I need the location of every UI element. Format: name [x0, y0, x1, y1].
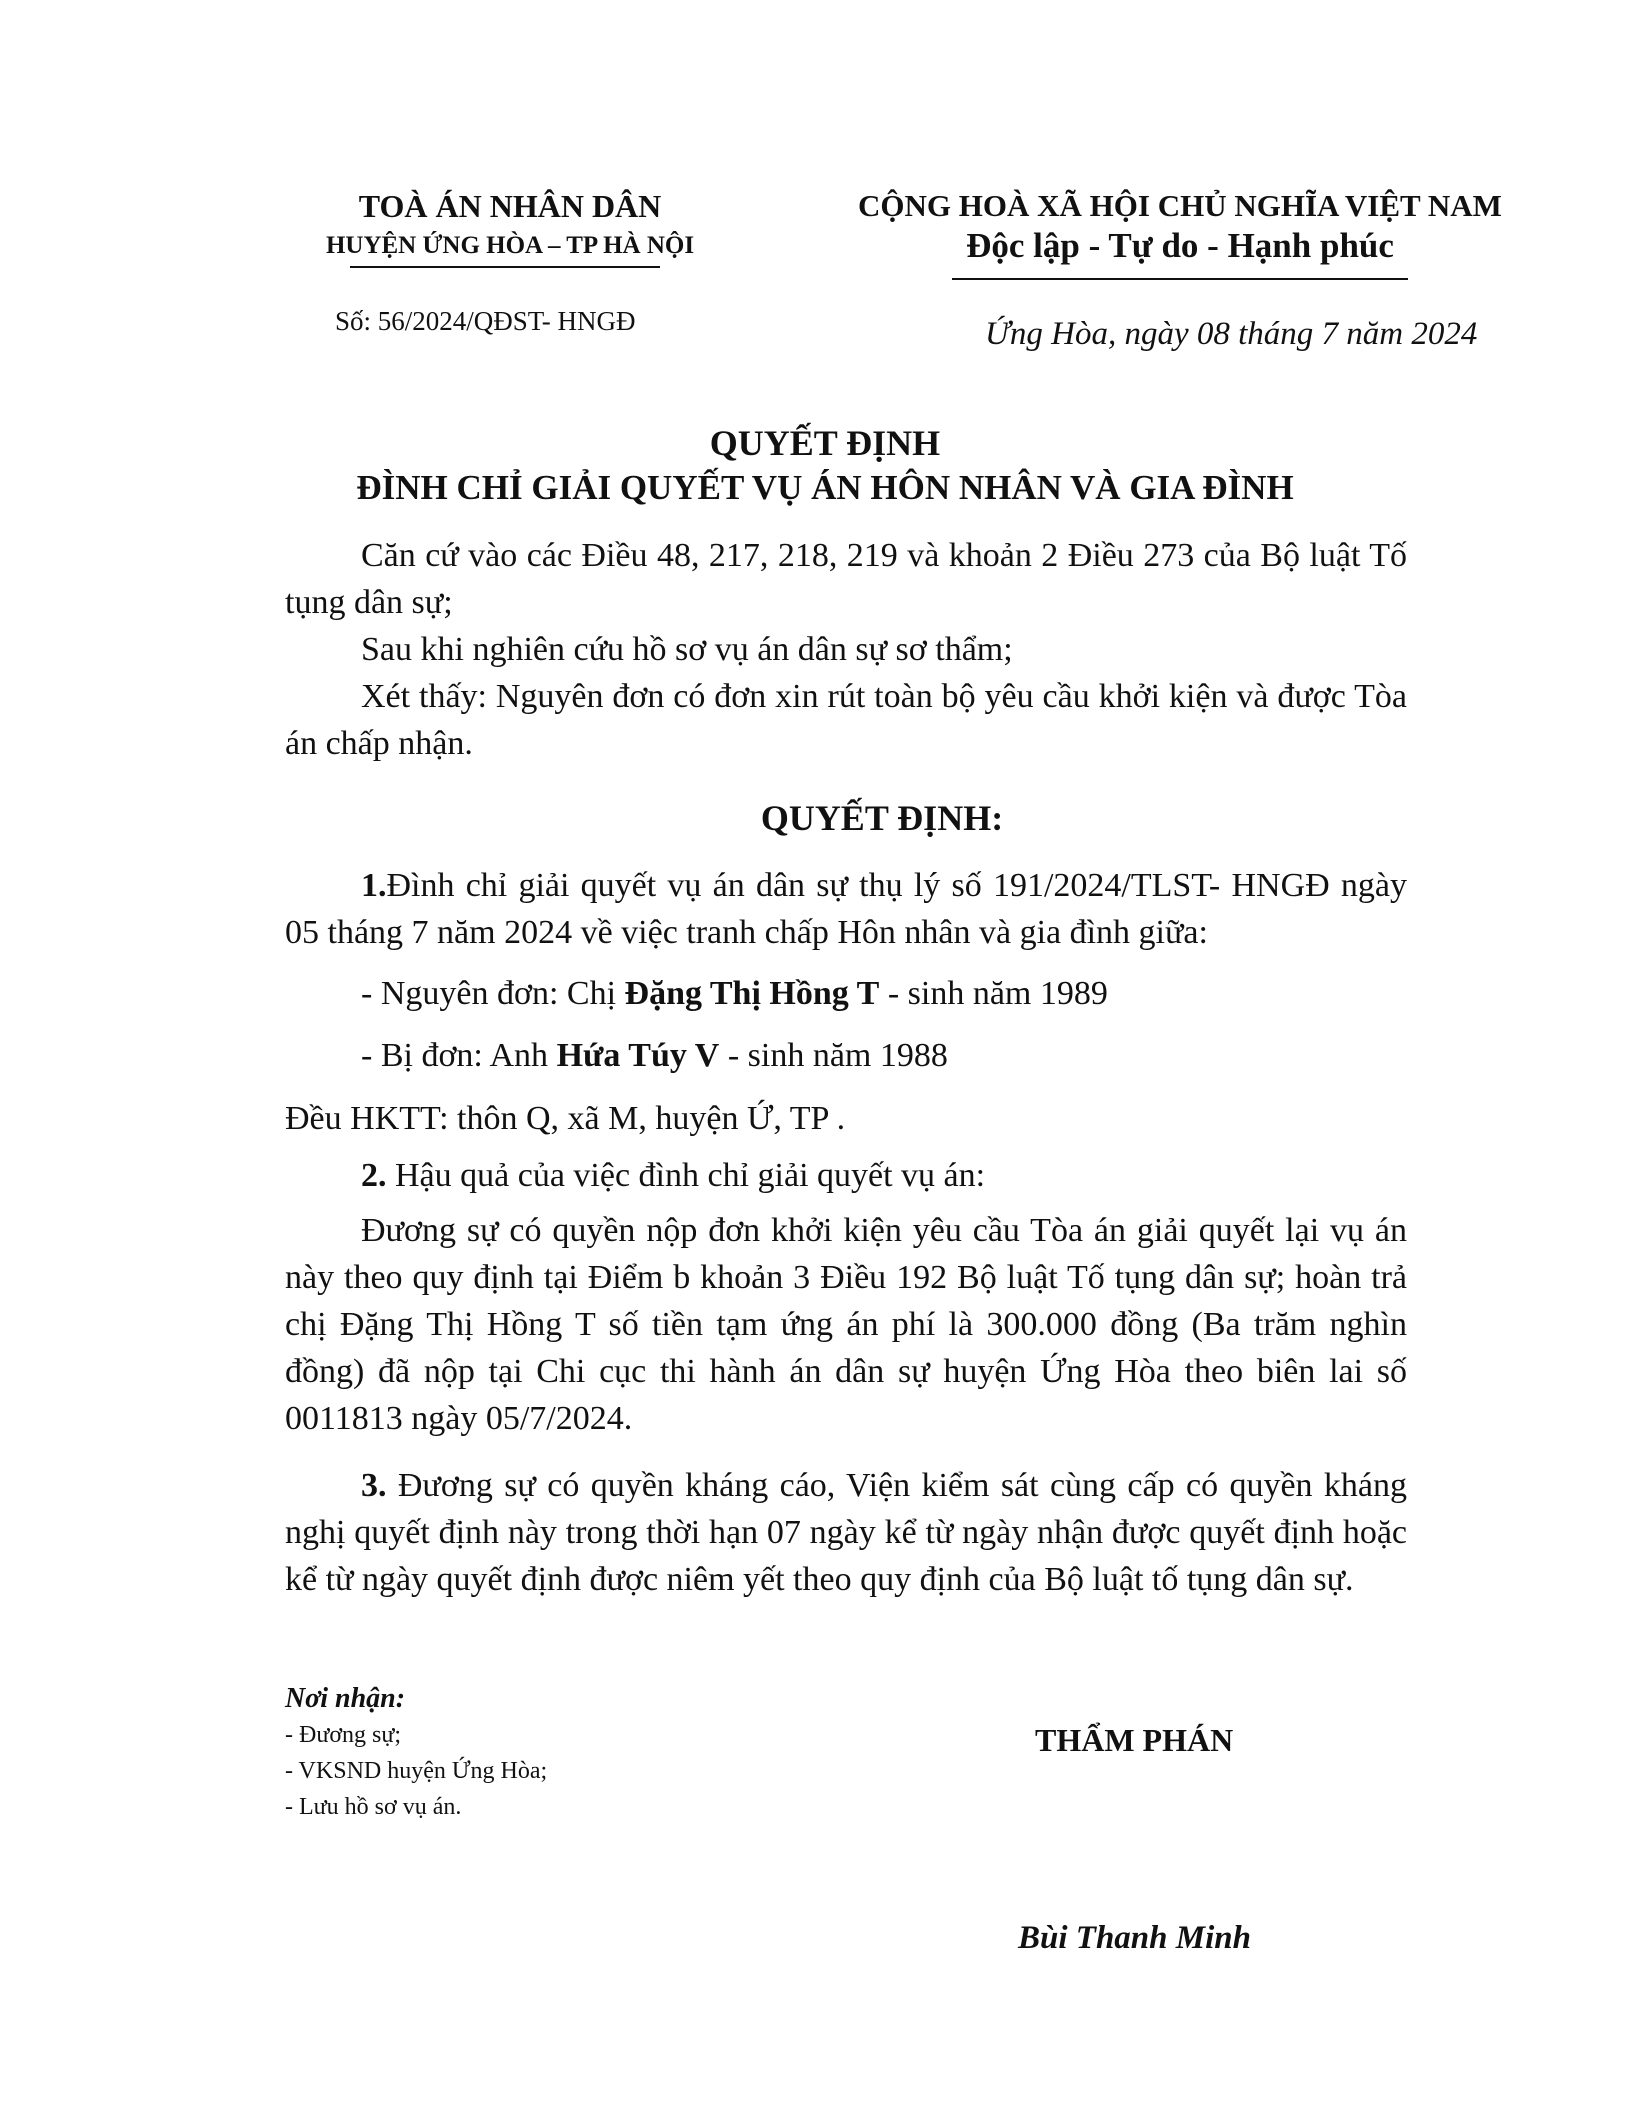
consequence-paragraph: Đương sự có quyền nộp đơn khởi kiện yêu cầu Tòa án giải quyết lại vụ án này theo quy định tại Điểm b khoản 3 Điều 192 Bộ luật Tố tụng dân sự; hoàn trả chị Đặng Thị Hồng T số tiền tạm ứng án phí là 300.000 đồng (Ba trăm nghìn đồng) đã nộp tại Chi cục thi hành án dân sự huyện Ứng Hòa theo biên lai số 0011813 ngày 05/7/2024. — [285, 1212, 1407, 1437]
document-subtitle: ĐÌNH CHỈ GIẢI QUYẾT VỤ ÁN HÔN NHÂN VÀ GIA ĐÌNH — [356, 468, 1294, 507]
court-district: HUYỆN ỨNG HÒA – TP HÀ NỘI — [325, 232, 695, 259]
legal-basis-paragraph: Căn cứ vào các Điều 48, 217, 218, 219 và khoản 2 Điều 273 của Bộ luật Tố tụng dân sự; — [285, 537, 1407, 621]
consideration-paragraph: Xét thấy: Nguyên đơn có đơn xin rút toàn bộ yêu cầu khởi kiện và được Tòa án chấp nhận. — [285, 678, 1407, 762]
recipients-label: Nơi nhận: — [285, 1683, 406, 1714]
item-3-number: 3. — [361, 1467, 387, 1504]
motto-underline — [952, 278, 1408, 280]
item-3-text: Đương sự có quyền kháng cáo, Viện kiểm sát cùng cấp có quyền kháng nghị quyết định này trong thời hạn 07 ngày kể từ ngày nhận được quyết định hoặc kể từ ngày quyết định được niêm yết theo quy định của Bộ luật tố tụng dân sự. — [285, 1467, 1407, 1598]
nation-title: CỘNG HOÀ XÃ HỘI CHỦ NGHĨA VIỆT NAM — [858, 188, 1502, 223]
plaintiff-name: Đặng Thị Hồng T — [624, 975, 880, 1012]
recipient-item: - VKSND huyện Ứng Hòa; — [285, 1758, 548, 1784]
plaintiff-suffix: - sinh năm 1989 — [879, 975, 1108, 1012]
decision-item-2 — [361, 1157, 985, 1195]
defendant-suffix: - sinh năm 1988 — [719, 1037, 948, 1074]
item-1-text: Đình chỉ giải quyết vụ án dân sự thụ lý số 191/2024/TLST- HNGĐ ngày 05 tháng 7 năm 2024 về việc tranh chấp Hôn nhân và gia đình giữa: — [285, 867, 1407, 951]
item-1-number: 1. — [361, 867, 387, 904]
defendant-prefix: - Bị đơn: Anh — [361, 1037, 557, 1074]
item-2-number: 2. — [361, 1157, 387, 1194]
national-motto: Độc lập - Tự do - Hạnh phúc — [966, 226, 1394, 265]
decision-item-3 — [285, 1462, 1407, 1603]
review-paragraph: Sau khi nghiên cứu hồ sơ vụ án dân sự sơ thẩm; — [361, 631, 1013, 668]
document-number: Số: 56/2024/QĐST- HNGĐ — [335, 306, 636, 336]
recipient-item: - Đương sự; — [285, 1722, 402, 1748]
decision-item-1 — [285, 862, 1407, 956]
plaintiff-line — [361, 975, 1108, 1013]
item-2-text: Hậu quả của việc đình chỉ giải quyết vụ án: — [386, 1157, 986, 1194]
defendant-name: Hứa Túy V — [556, 1037, 720, 1074]
judge-title: THẨM PHÁN — [1035, 1722, 1234, 1758]
place-and-date: Ứng Hòa, ngày 08 tháng 7 năm 2024 — [985, 316, 1478, 352]
document-title: QUYẾT ĐỊNH — [709, 423, 941, 463]
judge-name: Bùi Thanh Minh — [1018, 1920, 1251, 1956]
decision-heading: QUYẾT ĐỊNH: — [760, 798, 1004, 838]
court-name: TOÀ ÁN NHÂN DÂN — [358, 188, 662, 224]
residence-line: Đều HKTT: thôn Q, xã M, huyện Ứ, TP . — [285, 1100, 846, 1137]
defendant-line — [361, 1037, 948, 1075]
recipient-item: - Lưu hồ sơ vụ án. — [285, 1794, 462, 1820]
court-underline — [350, 266, 660, 268]
plaintiff-prefix: - Nguyên đơn: Chị — [361, 975, 625, 1012]
